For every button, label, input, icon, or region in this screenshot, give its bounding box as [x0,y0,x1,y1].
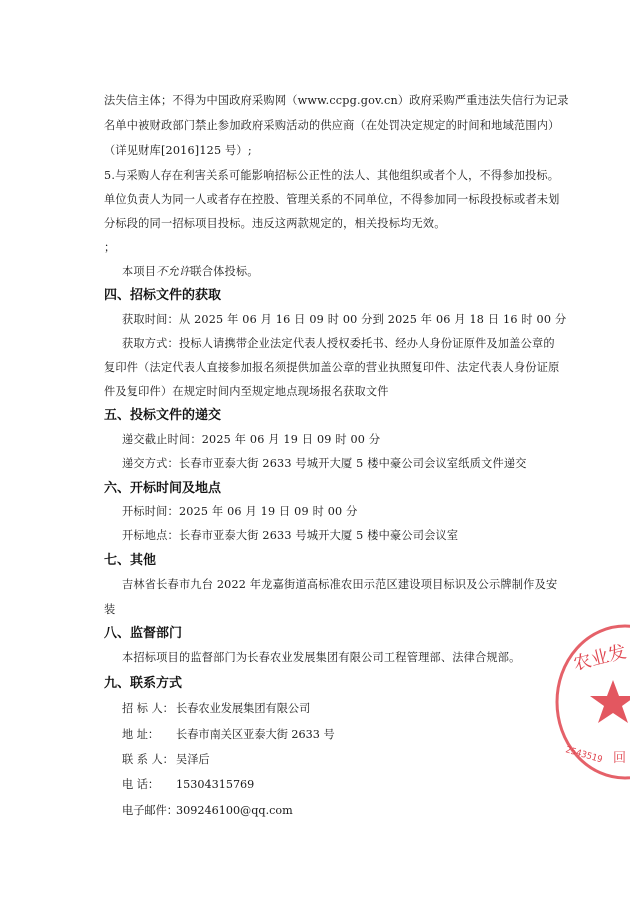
opening-time: 开标时间：2025 年 06 月 19 日 09 时 00 分 [122,505,358,518]
other-text-cont: 装 [104,603,116,616]
contact-label: 联 系 人： [122,753,174,766]
text-line: 法失信主体；不得为中国政府采购网（www.ccpg.gov.cn）政府采购严重违法失信行为记录 [104,94,569,107]
section-heading-6: 六、开标时间及地点 [104,481,222,496]
text-line: 名单中被财政部门禁止参加政府采购活动的供应商（在处罚决定规定的时间和地域范围内） [104,119,560,132]
contact-label: 招 标 人： [122,702,174,715]
text-line: 5.与采购人存在利害关系可能影响招标公正性的法人、其他组织或者个人，不得参加投标。 [104,169,560,182]
seal-number-text: 2543519 [564,745,604,766]
seal-star-icon [590,680,630,723]
contact-label: 电 话： [122,778,160,791]
acquire-method-cont: 复印件（法定代表人直接参加报名须提供加盖公章的营业执照复印件、法定代表人身份证原 [104,361,560,374]
section-heading-7: 七、其他 [104,553,157,568]
acquire-method: 获取方式：投标人请携带企业法定代表人授权委托书、经办人身份证原件及加盖公章的 [122,337,555,350]
consortium-emphasis: 不允许 [156,265,191,278]
contact-label: 电子邮件： [122,804,178,817]
contact-value: 长春农业发展集团有限公司 [176,702,311,715]
contact-value: 吴泽后 [176,753,210,766]
contact-value: 15304315769 [176,778,255,791]
consortium-prefix: 本项目 [122,265,157,278]
consortium-suffix: 联合体投标。 [190,265,259,278]
contact-value: 309246100@qq.com [176,804,293,817]
contact-label: 地 址： [122,728,160,741]
submit-deadline: 递交截止时间：2025 年 06 月 19 日 09 时 00 分 [122,433,381,446]
supervision-text: 本招标项目的监督部门为长春农业发展集团有限公司工程管理部、法律合规部。 [122,651,521,664]
opening-place: 开标地点：长春市亚泰大街 2633 号城开大厦 5 楼中豪公司会议室 [122,529,459,542]
company-seal [553,622,630,782]
text-line: ； [104,241,116,254]
text-line: 单位负责人为同一人或者存在控股、管理关系的不同单位，不得参加同一标段投标或者未划 [104,193,560,206]
contact-value: 长春市南关区亚泰大街 2633 号 [176,728,335,741]
text-line: （详见财库[2016]125 号）; [104,144,252,157]
seal-side-char: 回 [613,751,627,766]
section-heading-5: 五、投标文件的递交 [104,408,222,423]
other-text: 吉林省长春市九台 2022 年龙嘉街道高标准农田示范区建设项目标识及公示牌制作及安 [122,578,558,591]
section-heading-4: 四、招标文件的获取 [104,288,222,303]
text-line: 分标段的同一招标项目投标。违反这两款规定的，相关投标均无效。 [104,217,446,230]
acquire-method-cont: 件及复印件）在规定时间内至规定地点现场报名获取文件 [104,385,389,398]
section-heading-8: 八、监督部门 [104,626,183,641]
seal-ring [557,626,630,778]
seal-arc-text: 农业发 [571,641,629,675]
consortium-note [122,265,259,279]
acquire-time: 获取时间：从 2025 年 06 月 16 日 09 时 00 分到 2025 年 06 月 18 日 16 时 00 分 [122,313,567,326]
submit-method: 递交方式：长春市亚泰大街 2633 号城开大厦 5 楼中豪公司会议室纸质文件递交 [122,457,527,470]
section-heading-9: 九、联系方式 [104,676,183,691]
